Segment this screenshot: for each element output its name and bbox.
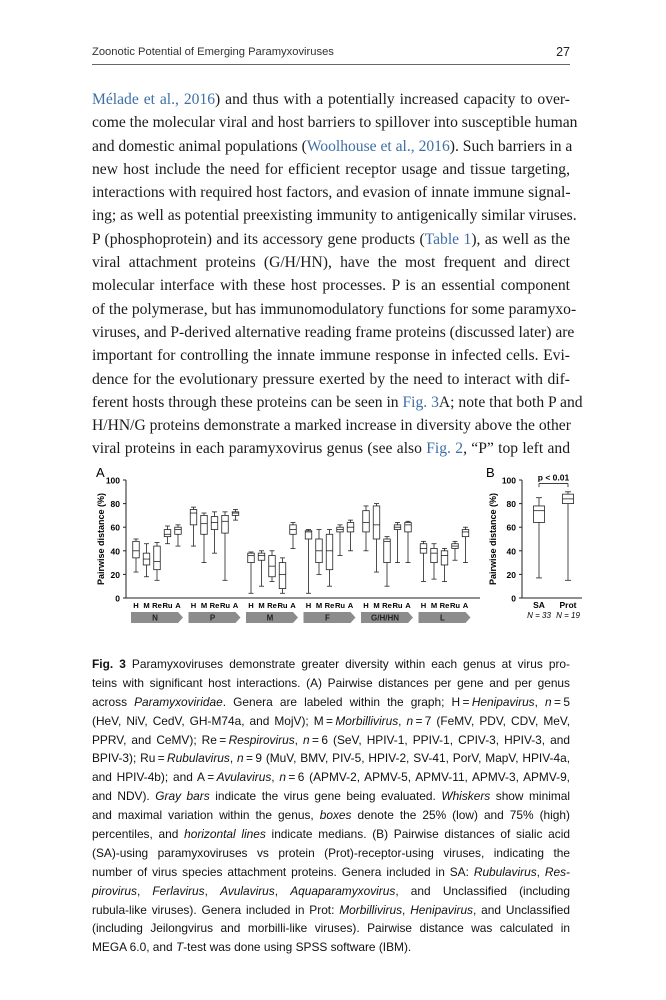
gene-bar-label: N xyxy=(152,613,158,623)
figure-caption xyxy=(92,655,570,957)
caption-text-span: , xyxy=(398,713,407,728)
body-line xyxy=(92,414,570,437)
caption-text-span: Res- xyxy=(544,864,571,879)
body-text-span: ing; as well as potential preexisting immunity to antigenically similar viruses. xyxy=(92,207,577,225)
body-line xyxy=(92,204,577,227)
caption-line xyxy=(92,844,570,863)
caption-line xyxy=(92,731,570,750)
box-iqr xyxy=(232,512,239,516)
caption-text-span: teins with significant host interactions. (A) Pairwise distances per gene and per genus xyxy=(92,675,570,690)
caption-text-span: rubula-like viruses). Genera included in Prot: xyxy=(92,902,340,917)
body-line xyxy=(92,111,578,134)
gene-bar-label: L xyxy=(440,613,445,623)
caption-text-span: = 6 (SeV, HPIV-1, PPIV-1, CPIV-3, HPIV-3, and xyxy=(309,732,570,747)
box-iqr xyxy=(211,517,218,530)
body-text-span: come the molecular viral and host barriers to spillover into susceptible human xyxy=(92,114,578,132)
reference-link[interactable]: Table 1 xyxy=(424,230,472,248)
body-line xyxy=(92,321,575,344)
genus-tick-label: Re xyxy=(382,601,392,610)
caption-text-span: horizontal lines xyxy=(184,827,266,842)
caption-text-span: Morbillivirus xyxy=(335,713,399,728)
caption-line xyxy=(92,787,570,806)
body-line xyxy=(92,228,570,251)
genus-tick-label: A xyxy=(405,601,411,610)
caption-text-span: , xyxy=(536,864,545,879)
caption-line xyxy=(92,806,570,825)
box-iqr xyxy=(462,530,469,537)
body-line xyxy=(92,344,570,367)
box-iqr xyxy=(175,527,182,534)
body-text-span: viruses, and P-derived alternative reading frame proteins (discussed later) are xyxy=(92,323,575,341)
genus-tick-label: A xyxy=(175,601,181,610)
caption-text-span: , xyxy=(534,694,546,709)
panel-b-y-tick-label: 20 xyxy=(506,569,516,580)
body-line xyxy=(92,298,577,321)
caption-text-span: (HeV, NiV, CedV, GH-M74a, and MojV); M = xyxy=(92,713,336,728)
panel-b-y-tick-label: 40 xyxy=(506,546,516,557)
genus-tick-label: M xyxy=(143,601,150,610)
body-text-span: and domestic animal populations ( xyxy=(92,137,307,155)
genus-tick-label: A xyxy=(232,601,239,610)
caption-line xyxy=(92,882,570,901)
body-text-span: new host include the need for efficient receptor usage and tissue targeting, xyxy=(92,160,570,178)
body-line xyxy=(92,391,583,414)
figure-3 xyxy=(92,468,592,644)
caption-line xyxy=(92,901,570,920)
gene-bar-label: P xyxy=(209,613,216,623)
caption-text-span: (including Jeilongvirus and morbilli-like viruses). Pairwise distance was calculated in xyxy=(92,921,570,936)
body-text-span: P (phosphoprotein) and its accessory gene products ( xyxy=(92,230,425,248)
body-text-span: H/HN/G proteins demonstrate a marked increase in diversity above the other xyxy=(92,417,571,435)
body-line xyxy=(92,368,570,391)
body-text-span: interactions with required host factors, and evasion of innate immune signal- xyxy=(92,184,571,202)
caption-text-span: , xyxy=(136,883,153,898)
caption-text-span: Gray bars xyxy=(155,789,210,804)
genus-tick-label: Ru xyxy=(449,601,461,610)
caption-text-span: , xyxy=(294,732,304,747)
caption-text-span: = 7 (FeMV, PDV, CDV, MeV, xyxy=(413,713,570,728)
genus-tick-label: Re xyxy=(439,601,450,610)
caption-text-span: . Genera are labeled within the graph; H = xyxy=(222,694,472,709)
caption-text-span: number of virus species attachment proteins. Genera included in SA: xyxy=(92,864,474,879)
caption-text-span: n xyxy=(406,713,414,728)
reference-link[interactable]: Mélade et al., 2016 xyxy=(92,91,216,108)
caption-text-span: Ferlavirus xyxy=(152,883,205,898)
caption-text-span: Whiskers xyxy=(441,789,491,804)
genus-tick-label: A xyxy=(347,601,354,610)
running-header xyxy=(92,46,570,64)
caption-text-span: MEGA 6.0, and xyxy=(92,940,176,955)
caption-text-span: = 6 (APMV-2, APMV-5, APMV-11, APMV-3, APMV-9, xyxy=(286,770,570,785)
genus-tick-label: M xyxy=(258,601,265,610)
caption-text-span: Respirovirus xyxy=(228,732,295,747)
panel-b-n-label: N = 19 xyxy=(556,611,580,620)
panel-a-y-tick-label: 20 xyxy=(110,569,120,580)
body-text-span: , “P” top left and xyxy=(463,440,570,458)
box-iqr xyxy=(279,563,286,589)
caption-line xyxy=(92,674,570,693)
genus-tick-label: Ru xyxy=(392,601,403,610)
caption-text-span: , xyxy=(204,883,221,898)
panel-a-label: A xyxy=(96,468,105,480)
panel-a-y-tick-label: 60 xyxy=(110,522,120,533)
box-iqr xyxy=(441,551,448,565)
caption-line xyxy=(92,712,570,731)
genus-tick-label: H xyxy=(363,601,369,610)
body-text-span: ), as well as the xyxy=(471,230,571,248)
caption-line xyxy=(92,938,570,957)
panel-b-y-axis-label: Pairwise distance (%) xyxy=(488,492,498,586)
body-text-span: ) and thus with a potentially increased capacity to over- xyxy=(215,91,570,108)
box-iqr xyxy=(405,522,412,531)
genus-tick-label: H xyxy=(133,601,139,610)
genus-tick-label: M xyxy=(315,601,323,610)
body-paragraph xyxy=(92,88,583,461)
box-iqr xyxy=(363,511,370,532)
caption-line xyxy=(92,749,570,768)
gene-bar-label: F xyxy=(325,613,330,623)
caption-text-span: Paramyxoviridae xyxy=(134,694,223,709)
caption-text-span: indicate medians. (B) Pairwise distances of sialic acid xyxy=(265,827,570,842)
caption-text-span: n xyxy=(279,770,286,785)
caption-line xyxy=(92,768,570,787)
body-line xyxy=(92,181,570,204)
gene-bar-label: M xyxy=(266,613,274,623)
panel-b-category-label: Prot xyxy=(559,600,577,610)
box-iqr xyxy=(534,506,545,523)
box-iqr xyxy=(164,530,171,537)
panel-a-y-axis-label: Pairwise distance (%) xyxy=(96,492,106,586)
genus-tick-label: Re xyxy=(209,601,220,610)
caption-text-span: across xyxy=(92,694,135,709)
genus-tick-label: Ru xyxy=(162,601,173,610)
genus-tick-label: H xyxy=(248,601,254,610)
caption-text-span: Rubulavirus xyxy=(473,864,537,879)
body-text-span: A; note that both P and xyxy=(438,393,583,411)
caption-text-span: , and Unclassified xyxy=(473,902,570,917)
panel-b-label: B xyxy=(486,468,495,480)
body-text-span: important for controlling the innate immune response in infected cells. Evi- xyxy=(92,347,570,365)
body-line xyxy=(92,274,570,297)
caption-line xyxy=(92,863,570,882)
caption-text-span: PPRV, and CeMV); Re = xyxy=(92,732,229,747)
running-title: Zoonotic Potential of Emerging Paramyxoviruses xyxy=(92,46,334,58)
caption-text-span: indicate the virus gene being evaluated. xyxy=(209,789,442,804)
genus-tick-label: Re xyxy=(152,601,162,610)
box-iqr xyxy=(373,506,380,539)
panel-a-y-tick-label: 80 xyxy=(110,499,120,510)
panel-b-y-tick-label: 100 xyxy=(501,475,516,486)
genus-tick-label: M xyxy=(200,601,208,610)
genus-tick-label: H xyxy=(190,601,197,610)
caption-text-span: denote the 25% (low) and 75% (high) xyxy=(351,808,570,823)
reference-link[interactable]: Fig. 3 xyxy=(402,393,439,411)
caption-text-span: , xyxy=(229,751,238,766)
reference-link[interactable]: Woolhouse et al., 2016 xyxy=(306,137,450,155)
caption-line xyxy=(92,655,570,674)
p-value-label: p < 0.01 xyxy=(537,472,570,483)
caption-text-span: boxes xyxy=(319,808,352,823)
genus-tick-label: A xyxy=(290,601,296,610)
box-iqr xyxy=(431,548,438,562)
genus-tick-label: H xyxy=(420,601,427,610)
body-text-span: ferent hosts through these proteins can be seen in xyxy=(92,393,403,411)
caption-text-span: (SA)-using paramyxoviruses vs protein (Prot)-receptor-using viruses, indicating the xyxy=(92,845,570,860)
body-text-span: dence for the evolutionary pressure exerted by the need to interact with dif- xyxy=(92,370,570,388)
caption-text-span: = 9 (MuV, BMV, PIV-5, HPIV-2, SV-41, PorV, MapV, HPIV-4a, xyxy=(243,751,571,766)
body-text-span: viral attachment proteins (G/H/HN), have the most frequent and direct xyxy=(92,254,570,272)
caption-text-span: Avulavirus xyxy=(216,770,272,785)
body-line xyxy=(92,158,570,181)
caption-text-span: BPIV-3); Ru = xyxy=(92,751,168,766)
caption-text-span: , xyxy=(274,883,291,898)
genus-tick-label: Ru xyxy=(219,601,231,610)
caption-line xyxy=(92,825,570,844)
panel-a-y-tick-label: 40 xyxy=(110,546,120,557)
caption-text-span: percentiles, and xyxy=(92,827,185,842)
box-iqr xyxy=(190,510,197,525)
caption-text-span: Henipavirus xyxy=(471,694,535,709)
body-line xyxy=(92,88,570,111)
caption-figure-label: Fig. 3 xyxy=(92,657,126,671)
caption-line xyxy=(92,693,570,712)
caption-text-span: and NDV). xyxy=(92,789,156,804)
caption-text-span: , xyxy=(402,902,411,917)
box-iqr xyxy=(154,546,161,570)
panel-a-y-tick-label: 0 xyxy=(115,593,120,604)
genus-tick-label: Ru xyxy=(277,601,288,610)
box-iqr xyxy=(222,515,229,533)
caption-text-span: and maximal variation within the genus, xyxy=(92,808,320,823)
box-iqr xyxy=(201,515,208,534)
body-text-span: molecular interface with these host processes. P is an essential component xyxy=(92,277,570,295)
caption-text-span: , xyxy=(271,770,280,785)
box-iqr xyxy=(326,534,333,569)
body-text-span: viral proteins in each paramyxovirus genus (see also xyxy=(92,440,427,458)
caption-text-span: -test was done using SPSS software (IBM). xyxy=(183,940,412,955)
caption-text-span: Avulavirus xyxy=(220,883,275,898)
genus-tick-label: M xyxy=(373,601,380,610)
gene-bar-label: G/H/HN xyxy=(371,613,399,623)
panel-b-category-label: SA xyxy=(533,600,545,610)
caption-text-span: n xyxy=(237,751,244,766)
caption-text-span: pirovirus xyxy=(92,883,137,898)
caption-text-span: show minimal xyxy=(490,789,570,804)
genus-tick-label: Re xyxy=(267,601,277,610)
body-line xyxy=(92,437,570,460)
box-iqr xyxy=(258,553,265,560)
genus-tick-label: Re xyxy=(324,601,335,610)
panel-b-n-label: N = 33 xyxy=(527,611,551,620)
caption-text-span: Paramyxoviruses demonstrate greater diversity within each genus at virus pro- xyxy=(125,657,570,671)
genus-tick-label: Ru xyxy=(334,601,346,610)
genus-tick-label: A xyxy=(462,601,469,610)
caption-line xyxy=(92,919,570,938)
panel-b-y-tick-label: 60 xyxy=(506,522,516,533)
genus-tick-label: H xyxy=(305,601,312,610)
body-text-span: of the polymerase, but has immunomodulatory functions for some paramyxo- xyxy=(92,300,577,318)
genus-tick-label: M xyxy=(430,601,438,610)
box-iqr xyxy=(384,539,391,563)
page-number: 27 xyxy=(556,45,570,59)
panel-b-y-tick-label: 80 xyxy=(506,499,516,510)
body-line xyxy=(92,251,570,274)
figure-3-chart xyxy=(92,468,592,644)
caption-text-span: Aquaparamyxovirus xyxy=(290,883,396,898)
caption-text-span: and HPIV-4b); and A = xyxy=(92,770,217,785)
caption-text-span: n xyxy=(545,694,552,709)
box-iqr xyxy=(133,541,140,558)
panel-b-y-tick-label: 0 xyxy=(511,593,516,604)
caption-text-span: T xyxy=(175,940,184,955)
body-text-span: ). Such barriers in a xyxy=(449,137,573,155)
header-rule xyxy=(92,64,570,65)
caption-text-span: n xyxy=(303,732,310,747)
caption-text-span: Henipavirus xyxy=(410,902,474,917)
caption-text-span: Morbillivirus xyxy=(339,902,403,917)
caption-text-span: = 5 xyxy=(551,694,570,709)
panel-a-y-tick-label: 100 xyxy=(105,475,120,486)
caption-text-span: , and Unclassified (including xyxy=(395,883,570,898)
body-line xyxy=(92,135,573,158)
box-iqr xyxy=(248,553,255,562)
caption-text-span: Rubulavirus xyxy=(167,751,230,766)
reference-link[interactable]: Fig. 2 xyxy=(426,440,464,458)
